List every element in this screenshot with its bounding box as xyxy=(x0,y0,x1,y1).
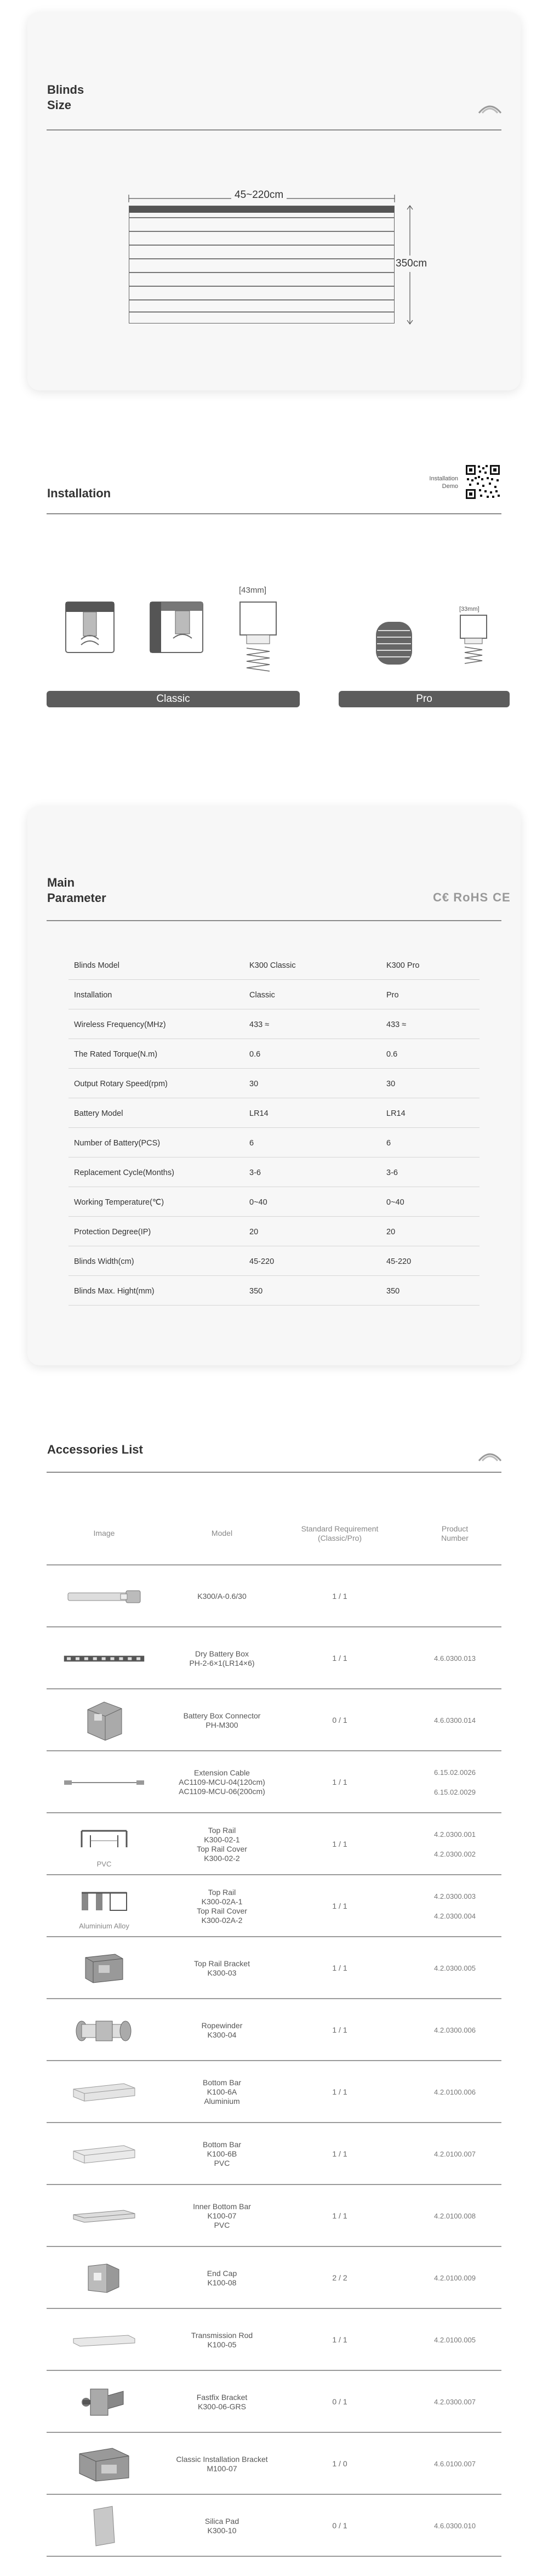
brand-swoosh-icon xyxy=(478,102,502,114)
ropewinder-icon xyxy=(63,1999,145,2061)
blinds-size-title-line2: Size xyxy=(47,98,72,112)
accessory-model-line: K100-08 xyxy=(207,2278,237,2287)
accessory-row xyxy=(47,2247,501,2309)
accessory-row xyxy=(47,2061,501,2123)
accessory-row xyxy=(47,1689,501,1751)
accessory-model xyxy=(164,2269,279,2288)
fastfix-bracket-icon xyxy=(63,2371,145,2433)
accessory-row xyxy=(47,2433,501,2495)
motor-tube-icon xyxy=(63,1565,145,1627)
header-requirement: Standard Requirement (Classic/Pro) xyxy=(301,1524,379,1542)
accessory-model xyxy=(164,2078,279,2106)
accessory-model xyxy=(164,2455,279,2473)
accessory-product-number xyxy=(408,2397,501,2407)
parameter-pro-value: 0.6 xyxy=(386,1050,398,1059)
accessory-product-number xyxy=(408,2149,501,2159)
accessory-model-line: End Cap xyxy=(207,2269,237,2278)
parameter-row xyxy=(68,1187,480,1217)
accessory-model-line: Extension Cable xyxy=(194,1768,250,1777)
accessory-model xyxy=(164,2331,279,2350)
accessory-material-label: PVC xyxy=(96,1860,112,1868)
accessory-model-line: K100-07 xyxy=(207,2211,237,2220)
accessory-model-line: K300-06-GRS xyxy=(198,2402,246,2411)
accessory-model-line: Top Rail Cover xyxy=(197,1845,247,1853)
accessory-product-number xyxy=(408,1654,501,1663)
accessory-model-line: K100-05 xyxy=(207,2340,237,2349)
accessory-requirement: 1 / 1 xyxy=(332,2149,347,2158)
accessory-model xyxy=(164,1711,279,1730)
parameter-table xyxy=(68,950,480,1306)
accessory-row xyxy=(47,2309,501,2371)
parameter-row xyxy=(68,1217,480,1246)
accessory-product-number-line: 6.15.02.0029 xyxy=(434,1788,476,1796)
accessory-product-number xyxy=(408,1892,501,1931)
accessory-model-line: K300-04 xyxy=(207,2030,237,2039)
accessory-model-line: K300-02-1 xyxy=(204,1835,240,1844)
parameter-pro-value: LR14 xyxy=(386,1109,406,1118)
parameter-label: Working Temperature(℃) xyxy=(74,1198,164,1207)
accessory-model xyxy=(164,1592,279,1601)
accessory-requirement: 1 / 1 xyxy=(332,1902,347,1910)
silica-pad-icon xyxy=(63,2495,145,2557)
accessory-model-line: Silica Pad xyxy=(204,2517,239,2526)
accessory-requirement: 1 / 1 xyxy=(332,2025,347,2034)
parameter-classic-value: K300 Classic xyxy=(249,961,296,970)
accessory-row xyxy=(47,2371,501,2433)
accessory-requirement: 1 / 1 xyxy=(332,1840,347,1848)
accessory-model-line: PH-2-6×1(LR14×6) xyxy=(189,1659,255,1667)
accessory-product-number xyxy=(408,1964,501,1973)
parameter-label: The Rated Torque(N.m) xyxy=(74,1050,158,1059)
accessories-table-header xyxy=(47,1502,501,1565)
accessory-model-line: Ropewinder xyxy=(201,2021,243,2030)
header-image: Image xyxy=(93,1529,115,1537)
accessory-product-number-line: 4.2.0100.009 xyxy=(434,2274,476,2282)
pro-bar: Pro xyxy=(339,691,510,707)
accessory-model-line: Classic Installation Bracket xyxy=(176,2455,268,2464)
parameter-label: Number of Battery(PCS) xyxy=(74,1139,161,1148)
accessory-model-line: Inner Bottom Bar xyxy=(193,2202,251,2211)
accessory-model-line: M100-07 xyxy=(207,2464,237,2473)
parameter-label: Installation xyxy=(74,991,112,1000)
main-parameter-divider xyxy=(47,920,501,921)
accessory-product-number-line: 4.2.0300.004 xyxy=(434,1912,476,1920)
height-label: 350cm xyxy=(396,256,427,272)
blinds-size-title-line1: Blinds xyxy=(47,83,84,97)
accessory-product-number-line: 4.6.0300.014 xyxy=(434,1716,476,1724)
classic-installation-bracket-icon xyxy=(63,2433,145,2495)
accessory-product-number-line: 4.2.0300.001 xyxy=(434,1830,476,1839)
accessory-requirement: 1 / 1 xyxy=(332,1778,347,1786)
header-model: Model xyxy=(211,1529,233,1537)
top-rail-bracket-icon xyxy=(63,1937,145,1999)
parameter-label: Output Rotary Speed(rpm) xyxy=(74,1080,168,1088)
accessory-model-line: Fastfix Bracket xyxy=(196,2393,248,2402)
accessory-model xyxy=(164,2140,279,2168)
accessory-row xyxy=(47,2495,501,2557)
ce-logo-2: CE xyxy=(493,890,511,904)
accessory-model-line: Dry Battery Box xyxy=(195,1649,249,1658)
accessory-product-number-line: 4.2.0300.002 xyxy=(434,1850,476,1858)
inner-bottom-bar-icon xyxy=(63,2185,145,2247)
accessory-model-line: AC1109-MCU-04(120cm) xyxy=(179,1778,265,1786)
accessory-material-label: Aluminium Alloy xyxy=(79,1922,129,1930)
accessory-product-number-line xyxy=(408,1592,501,1601)
accessory-model-line: Top Rail Bracket xyxy=(194,1959,250,1968)
accessory-product-number xyxy=(408,1716,501,1725)
battery-box-icon xyxy=(63,1627,145,1689)
accessory-model-line: PVC xyxy=(214,2221,230,2229)
accessory-product-number xyxy=(408,2459,501,2469)
accessory-model-line: Battery Box Connector xyxy=(183,1711,261,1720)
pro-mount-illustration xyxy=(370,620,418,667)
accessory-model-line: Top Rail xyxy=(208,1826,236,1835)
parameter-pro-value: 20 xyxy=(386,1228,396,1236)
parameter-label: Blinds Max. Hight(mm) xyxy=(74,1287,155,1296)
parameter-label: Replacement Cycle(Months) xyxy=(74,1168,174,1177)
accessory-requirement: 1 / 1 xyxy=(332,1654,347,1663)
parameter-label: Wireless Frequency(MHz) xyxy=(74,1020,166,1029)
accessory-requirement: 1 / 1 xyxy=(332,1964,347,1972)
parameter-pro-value: 350 xyxy=(386,1287,400,1296)
accessory-requirement: 1 / 1 xyxy=(332,1592,347,1601)
accessory-model-line: Top Rail Cover xyxy=(197,1907,247,1915)
transmission-rod-icon xyxy=(63,2309,145,2371)
parameter-classic-value: 20 xyxy=(249,1228,259,1236)
accessory-model-line: Bottom Bar xyxy=(202,2140,242,2149)
parameter-row xyxy=(68,1098,480,1128)
accessory-product-number-line: 4.2.0100.005 xyxy=(434,2336,476,2344)
parameter-classic-value: 0~40 xyxy=(249,1198,267,1207)
blinds-size-title xyxy=(47,82,84,113)
accessory-model-line: K300-03 xyxy=(207,1968,237,1977)
accessory-model-line: Top Rail xyxy=(208,1888,236,1897)
accessory-product-number-line: 4.2.0300.006 xyxy=(434,2026,476,2034)
parameter-classic-value: 350 xyxy=(249,1287,263,1296)
rohs-logo: RoHS xyxy=(453,890,489,904)
end-cap-icon xyxy=(63,2247,145,2309)
installation-divider xyxy=(47,513,501,514)
battery-connector-icon xyxy=(63,1689,145,1751)
parameter-classic-value: LR14 xyxy=(249,1109,269,1118)
parameter-row xyxy=(68,1128,480,1158)
top-rail-aluminium-icon xyxy=(63,1875,145,1927)
parameter-row xyxy=(68,1276,480,1306)
accessory-row xyxy=(47,1937,501,1999)
accessory-model xyxy=(164,2393,279,2412)
accessory-product-number xyxy=(408,2335,501,2345)
parameter-label: Protection Degree(IP) xyxy=(74,1228,151,1236)
accessory-model-line: AC1109-MCU-06(200cm) xyxy=(179,1787,265,1796)
classic-bar: Classic xyxy=(47,691,300,707)
parameter-row xyxy=(68,950,480,980)
qr-code-icon[interactable] xyxy=(465,464,501,500)
accessory-product-number-line: 4.2.0300.005 xyxy=(434,1964,476,1972)
accessory-model xyxy=(164,1768,279,1796)
parameter-row xyxy=(68,1246,480,1276)
accessory-product-number xyxy=(408,2087,501,2097)
accessory-product-number xyxy=(408,1768,501,1807)
extension-cable-icon xyxy=(63,1751,145,1813)
parameter-pro-value: 3-6 xyxy=(386,1168,398,1177)
accessory-model-line: K100-6A xyxy=(207,2087,237,2096)
parameter-classic-value: 433 ≈ xyxy=(249,1020,270,1029)
parameter-row xyxy=(68,1039,480,1069)
parameter-pro-value: 433 ≈ xyxy=(386,1020,407,1029)
accessory-product-number xyxy=(408,1592,501,1601)
width-label: 45~220cm xyxy=(231,189,287,201)
blinds-size-divider xyxy=(47,129,501,130)
installation-title: Installation xyxy=(47,486,111,500)
accessory-requirement: 0 / 1 xyxy=(332,2397,347,2406)
classic-mount-illustration-2 xyxy=(149,601,204,654)
accessory-requirement: 1 / 1 xyxy=(332,2335,347,2344)
accessory-model-line: K300-02A-2 xyxy=(201,1916,243,1925)
classic-profile-illustration xyxy=(239,601,277,678)
parameter-row xyxy=(68,1069,480,1098)
accessory-requirement: 2 / 2 xyxy=(332,2273,347,2282)
accessory-model xyxy=(164,1826,279,1863)
accessory-requirement: 0 / 1 xyxy=(332,2521,347,2530)
parameter-pro-value: 6 xyxy=(386,1139,391,1148)
accessory-product-number-line: 4.2.0100.008 xyxy=(434,2212,476,2220)
accessory-requirement: 1 / 0 xyxy=(332,2459,347,2468)
parameter-classic-value: 0.6 xyxy=(249,1050,261,1059)
parameter-classic-value: 45-220 xyxy=(249,1257,275,1266)
parameter-classic-value: Classic xyxy=(249,991,275,1000)
parameter-row xyxy=(68,1158,480,1187)
classic-dim-label: [43mm] xyxy=(239,586,267,595)
accessory-row xyxy=(47,1627,501,1689)
parameter-label: Blinds Width(cm) xyxy=(74,1257,134,1266)
accessory-row xyxy=(47,1565,501,1627)
accessory-product-number xyxy=(408,2521,501,2530)
pro-profile-illustration xyxy=(458,614,489,669)
accessory-model-line: PH-M300 xyxy=(206,1721,238,1729)
brand-swoosh-icon xyxy=(478,1450,502,1462)
accessory-row xyxy=(47,1751,501,1813)
parameter-row xyxy=(68,1009,480,1039)
accessory-product-number-line: 4.2.0100.007 xyxy=(434,2150,476,2158)
accessory-row xyxy=(47,1875,501,1937)
parameter-label: Blinds Model xyxy=(74,961,120,970)
parameter-pro-value: Pro xyxy=(386,991,399,1000)
accessories-divider xyxy=(47,1472,501,1473)
accessory-model-line: K300-02A-1 xyxy=(201,1897,243,1906)
pro-dim-label: [33mm] xyxy=(459,606,480,612)
accessory-product-number-line: 4.2.0100.006 xyxy=(434,2088,476,2096)
accessory-product-number-line: 4.6.0100.007 xyxy=(434,2460,476,2468)
accessory-row xyxy=(47,1999,501,2061)
accessory-model xyxy=(164,1649,279,1668)
bottom-bar-aluminium-icon xyxy=(63,2061,145,2123)
accessory-model-line: Aluminium xyxy=(204,2097,240,2106)
accessory-row xyxy=(47,2185,501,2247)
parameter-pro-value: K300 Pro xyxy=(386,961,420,970)
parameter-pro-value: 45-220 xyxy=(386,1257,412,1266)
accessory-model xyxy=(164,2021,279,2040)
bottom-bar-pvc-icon xyxy=(63,2123,145,2185)
accessory-product-number-line: 6.15.02.0026 xyxy=(434,1768,476,1777)
accessory-product-number xyxy=(408,2025,501,2035)
accessory-model-line: PVC xyxy=(214,2159,230,2168)
accessory-model xyxy=(164,1959,279,1978)
accessory-product-number-line: 4.6.0300.013 xyxy=(434,1654,476,1663)
accessory-model-line: K300-02-2 xyxy=(204,1854,240,1863)
accessory-model-line: K100-6B xyxy=(207,2149,237,2158)
certification-logos xyxy=(433,890,511,905)
header-product-number: Product Number xyxy=(441,1524,469,1542)
accessory-row xyxy=(47,2123,501,2185)
accessory-product-number xyxy=(408,2273,501,2283)
classic-mount-illustration-1 xyxy=(65,601,115,654)
accessory-model-line: K300/A-0.6/30 xyxy=(197,1592,247,1601)
parameter-pro-value: 0~40 xyxy=(386,1198,404,1207)
parameter-row xyxy=(68,980,480,1009)
accessory-model xyxy=(164,2517,279,2535)
blind-drawing xyxy=(129,206,395,324)
accessory-product-number-line: 4.2.0300.003 xyxy=(434,1892,476,1900)
main-parameter-title: Main Parameter xyxy=(47,876,106,905)
accessory-product-number xyxy=(408,1830,501,1869)
top-rail-pvc-icon xyxy=(63,1813,145,1865)
accessory-product-number-line: 4.6.0300.010 xyxy=(434,2522,476,2530)
accessories-title: Accessories List xyxy=(47,1443,143,1456)
parameter-classic-value: 6 xyxy=(249,1139,254,1148)
accessory-requirement: 1 / 1 xyxy=(332,2087,347,2096)
accessory-model-line: Transmission Rod xyxy=(191,2331,253,2340)
accessory-product-number-line: 4.2.0300.007 xyxy=(434,2398,476,2406)
accessory-product-number xyxy=(408,2211,501,2221)
installation-demo-label: Installation Demo xyxy=(429,475,458,490)
ce-logo: C€ xyxy=(433,890,454,904)
accessory-model xyxy=(164,1888,279,1925)
accessory-requirement: 0 / 1 xyxy=(332,1716,347,1724)
accessories-table xyxy=(47,1502,501,2557)
parameter-classic-value: 3-6 xyxy=(249,1168,261,1177)
parameter-label: Battery Model xyxy=(74,1109,123,1118)
accessory-requirement: 1 / 1 xyxy=(332,2211,347,2220)
parameter-classic-value: 30 xyxy=(249,1080,259,1088)
accessory-row xyxy=(47,1813,501,1875)
accessory-model-line: K300-10 xyxy=(207,2526,237,2535)
accessory-model-line: Bottom Bar xyxy=(202,2078,242,2087)
accessory-model xyxy=(164,2202,279,2230)
parameter-pro-value: 30 xyxy=(386,1080,396,1088)
